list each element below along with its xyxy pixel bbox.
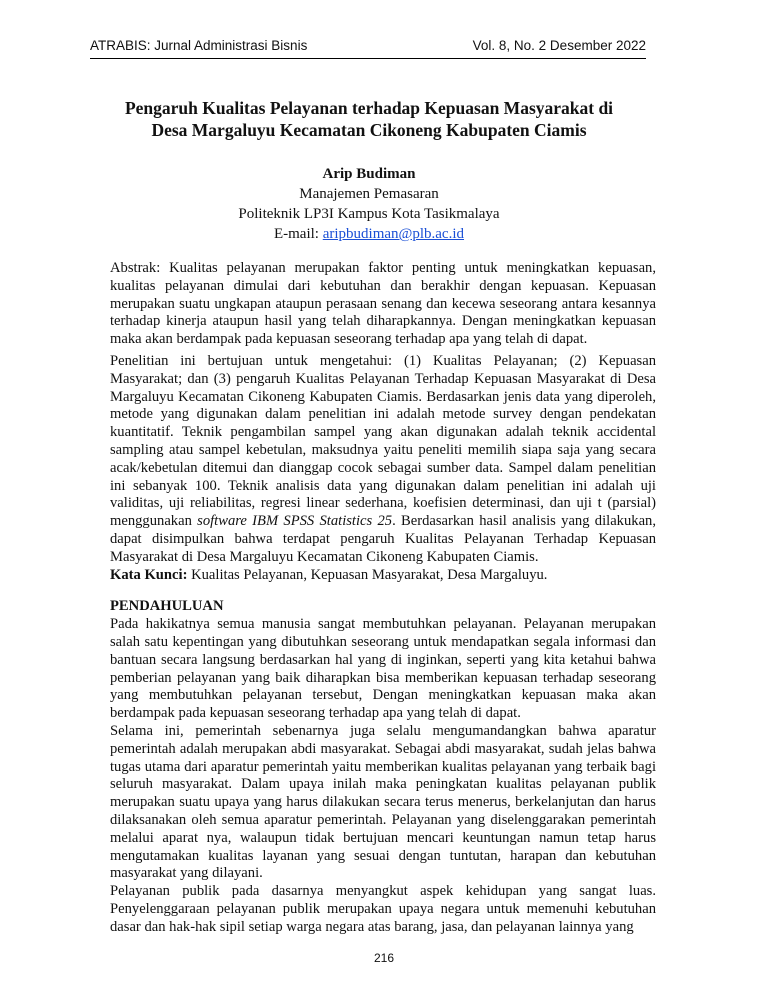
issue-info: Vol. 8, No. 2 Desember 2022 xyxy=(472,38,646,53)
abstract-p2-text: Penelitian ini bertujuan untuk mengetahui: (1) Kualitas Pelayanan; (2) Kepuasan Masyarakat; dan (3) pengaruh Kualitas Pelayanan Terhadap Kepuasan Masyarakat di Desa Margaluyu Kecamatan Cikoneng Kabupaten Ciamis. Berdasarkan jenis data yang diperoleh, metode yang digunakan dalam penelitian ini adalah metode survey dengan pendekatan kuantitatif. Teknik pengambilan sampel yang akan digunakan adalah teknik accidental sampling atau sampel kebetulan, maksudnya yaitu peneliti memilih siapa saja yang secara acak/kebetulan ditemui dan dianggap cocok sebagai sumber data. Sampel dalam penelitian ini sebanyak 100. Teknik analisis data yang digunakan dalam penelitian ini adalah uji validitas, uji reliabilitas, regresi linear sederhana, koefisien determinasi, dan uji t (parsial) menggunakan xyxy=(110,352,656,530)
author-department: Manajemen Pemasaran xyxy=(299,186,439,202)
intro-paragraph-2: Selama ini, pemerintah sebenarnya juga selalu mengumandangkan bahwa aparatur pemerintah adalah merupakan abdi masyarakat. Sebagai abdi masyarakat, sudah jelas bahwa tugas utama dari aparatur pemerintah yaitu memberikan kualitas pelayanan yang terbaik bagi seluruh masyarakat. Dalam upaya inilah maka peningkatan kualitas pelayanan publik merupakan suatu upaya yang harus dilakukan secara terus menerus, berkelanjutan dan harus dilaksanakan oleh semua aparatur pemerintah. Pelayanan yang diselenggarakan pemerintah melalui aparat nya, walaupun tidak bertujuan mencari keuntungan namun tetap harus mengutamakan kualitas layanan yang sesuai dengan tuntutan, harapan dan kebutuhan masyarakat yang dilayani. xyxy=(110,722,656,882)
email-link[interactable]: aripbudiman@plb.ac.id xyxy=(322,226,465,242)
author-block xyxy=(100,164,638,244)
intro-paragraph-1: Pada hakikatnya semua manusia sangat membutuhkan pelayanan. Pelayanan merupakan salah satu kepentingan yang dibutuhkan seseorang untuk mendapatkan segala informasi dan bantuan secara langsung berdasarkan hal yang di inginkan, seperti yang kita ketahui bahwa pemberian pelayanan yang baik diharapkan bisa memberikan kepuasan terhadap seseorang yang membutuhkan pelayanan tersebut, Dengan meningkatkan kepuasan maka akan berdampak pada kepuasan seseorang terhadap apa yang telah di dapat. xyxy=(110,616,656,722)
keywords-label: Kata Kunci: xyxy=(110,566,188,583)
header-divider xyxy=(90,58,646,59)
body-text xyxy=(110,260,656,936)
abstract-paragraph-1: Abstrak: Kualitas pelayanan merupakan faktor penting untuk meningkatkan kepuasan, kualitas pelayanan dimulai dari kebutuhan dan berakhir dengan kepuasan. Kepuasan merupakan suatu ungkapan ataupun perasaan senang dan kecewa seseorang antara kesannya terhadap kinerja ataupun hasil yang telah diharapkannya. Dengan meningkatkan kepuasan maka akan berdampak pada kepuasan seseorang terhadap apa yang telah di dapat. xyxy=(110,260,656,348)
page-number: 216 xyxy=(373,951,395,965)
title-line-1: Pengaruh Kualitas Pelayanan terhadap Kepuasan Masyarakat di xyxy=(124,98,614,118)
paper-title xyxy=(100,97,638,141)
title-line-2: Desa Margaluyu Kecamatan Cikoneng Kabupaten Ciamis xyxy=(151,120,587,140)
journal-name: ATRABIS: Jurnal Administrasi Bisnis xyxy=(90,38,308,53)
keywords-line xyxy=(110,567,656,585)
running-header xyxy=(90,38,646,53)
author-name: Arip Budiman xyxy=(322,166,416,182)
section-heading-introduction: PENDAHULUAN xyxy=(110,598,224,615)
email-label: E-mail: xyxy=(273,226,323,242)
author-institution: Politeknik LP3I Kampus Kota Tasikmalaya xyxy=(238,206,500,222)
author-email-line xyxy=(100,224,638,244)
abstract-p2-end: . Berdasarkan hasil analisis yang dilakukan, dapat disimpulkan bahwa terdapat pengaruh Kualitas Pelayanan Terhadap Kepuasan Masyarakat di Desa Margaluyu Kecamatan Cikoneng Kabupaten Ciamis. xyxy=(110,513,656,565)
software-name: software IBM SPSS Statistics 25 xyxy=(197,513,393,530)
keywords-text: Kualitas Pelayanan, Kepuasan Masyarakat, Desa Margaluyu. xyxy=(187,566,548,583)
abstract-paragraph-2 xyxy=(110,353,656,567)
intro-paragraph-3: Pelayanan publik pada dasarnya menyangkut aspek kehidupan yang sangat luas. Penyelenggaraan pelayanan publik merupakan upaya negara untuk memenuhi kebutuhan dasar dan hak-hak sipil setiap warga negara atas barang, jasa, dan pelayanan lainnya yang xyxy=(110,883,656,935)
